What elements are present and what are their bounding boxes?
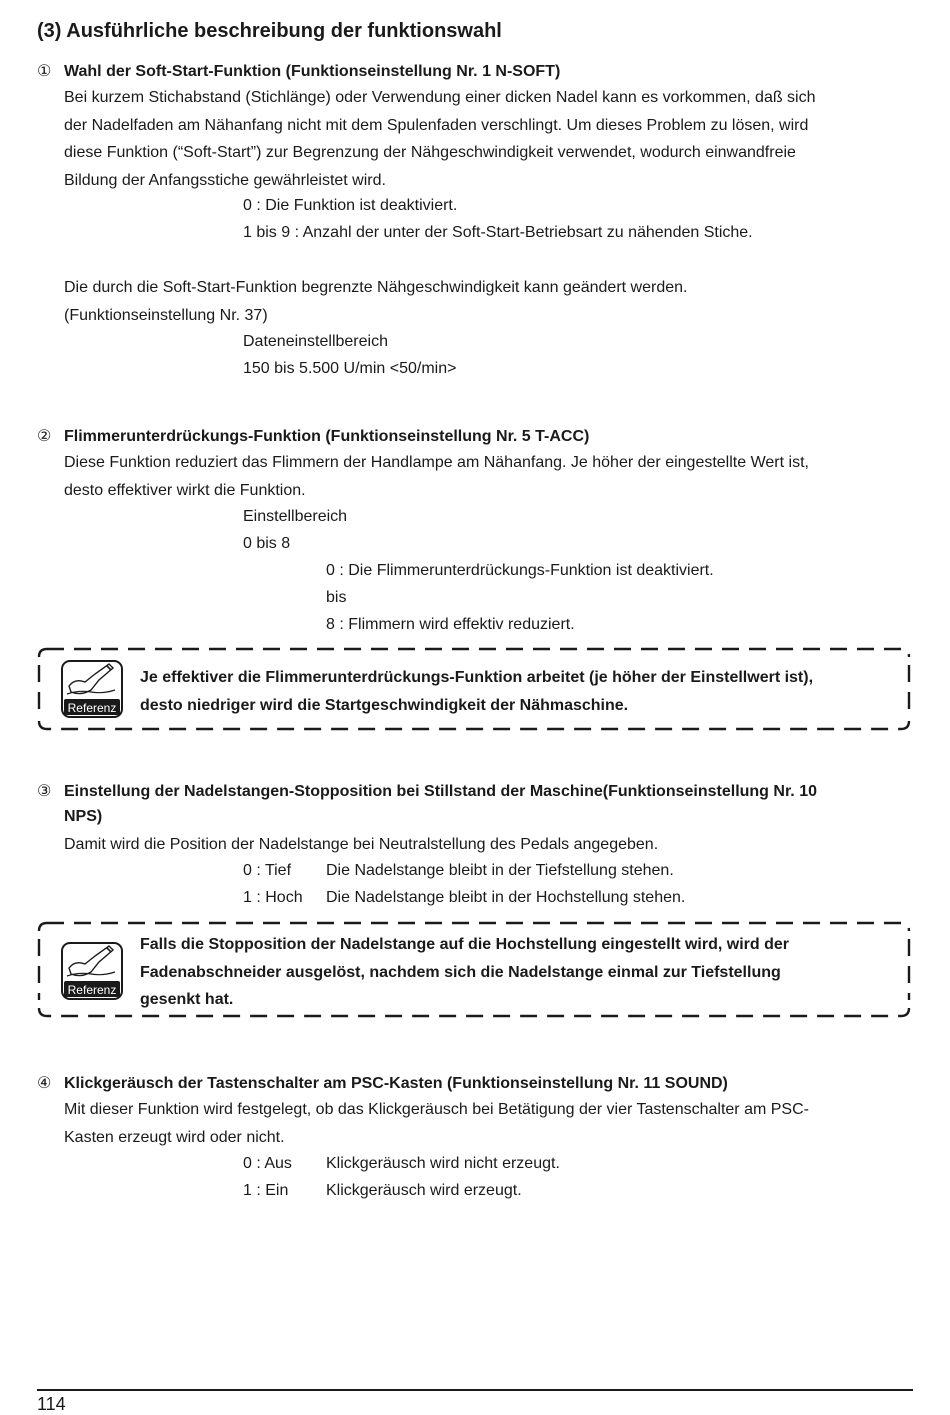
section-1-body-line-2: der Nadelfaden am Nähanfang nicht mit dem Spulenfaden verschlingt. Um dieses Problem zu lösen, wird bbox=[64, 116, 809, 134]
section-1-heading-text: Wahl der Soft-Start-Funktion (Funktionseinstellung Nr. 1 N-SOFT) bbox=[64, 63, 561, 80]
section-2-sub-line-3: 8 : Flimmern wird effektiv reduziert. bbox=[326, 616, 575, 633]
section-4-body-line-1: Mit dieser Funktion wird festgelegt, ob das Klickgeräusch bei Betätigung der vier Tastenschalter am PSC- bbox=[64, 1101, 809, 1118]
section-1-body-line-1: Bei kurzem Stichabstand (Stichlänge) oder Verwendung einer dicken Nadel kann es vorkommen, daß sich bbox=[64, 89, 816, 106]
section-1-number: ① bbox=[37, 63, 52, 80]
section-2-heading bbox=[37, 426, 589, 446]
page-number: 114 bbox=[37, 1394, 66, 1414]
reference-label-2: Referenz bbox=[67, 983, 117, 997]
section-4-option-0-code: 0 : Aus bbox=[243, 1155, 292, 1172]
section-3-body-line-1: Damit wird die Position der Nadelstange bei Neutralstellung des Pedals angegeben. bbox=[64, 836, 659, 853]
section-3-option-1-text: Die Nadelstange bleibt in der Hochstellung stehen. bbox=[326, 889, 686, 906]
section-2-body-line-2: desto effektiver wirkt die Funktion. bbox=[64, 481, 306, 499]
section-2-range-value: 0 bis 8 bbox=[243, 535, 291, 552]
section-1-extra-line-2: (Funktionseinstellung Nr. 37) bbox=[64, 306, 268, 324]
section-4-heading-text: Klickgeräusch der Tastenschalter am PSC-Kasten (Funktionseinstellung Nr. 11 SOUND) bbox=[64, 1075, 728, 1092]
section-2-heading-text: Flimmerunterdrückungs-Funktion (Funktionseinstellung Nr. 5 T-ACC) bbox=[64, 428, 590, 445]
section-title: (3) Ausführliche beschreibung der funktionswahl bbox=[37, 20, 502, 42]
section-4-number: ④ bbox=[37, 1075, 52, 1092]
section-1-body-line-4: Bildung der Anfangsstiche gewährleistet wird. bbox=[64, 171, 386, 189]
reference-2-line-1: Falls die Stopposition der Nadelstange auf die Hochstellung eingestellt wird, wird der bbox=[140, 936, 789, 953]
section-4-option-0-text: Klickgeräusch wird nicht erzeugt. bbox=[326, 1155, 560, 1172]
footer-rule bbox=[37, 1389, 913, 1391]
reference-label-1: Referenz bbox=[67, 701, 117, 715]
section-2-body-line-1: Diese Funktion reduziert das Flimmern der Handlampe am Nähanfang. Je höher der eingestellte Wert ist, bbox=[64, 454, 809, 471]
reference-1-line-1: Je effektiver die Flimmerunterdrückungs-Funktion arbeitet (je höher der Einstellwert ist), bbox=[140, 669, 814, 686]
section-1-range-value: 150 bis 5.500 U/min <50/min> bbox=[243, 360, 457, 377]
section-3-heading-line-2: NPS) bbox=[64, 808, 103, 825]
section-3-heading bbox=[37, 781, 817, 801]
section-3-heading-line-1: Einstellung der Nadelstangen-Stopposition bei Stillstand der Maschine(Funktionseinstellung Nr. 10 bbox=[64, 783, 817, 800]
section-4-heading bbox=[37, 1073, 728, 1093]
section-3-number: ③ bbox=[37, 783, 52, 800]
section-2-sub-line-1: 0 : Die Flimmerunterdrückungs-Funktion ist deaktiviert. bbox=[326, 562, 714, 579]
section-4-option-1-text: Klickgeräusch wird erzeugt. bbox=[326, 1182, 522, 1199]
section-1-setting-1-9: 1 bis 9 : Anzahl der unter der Soft-Start-Betriebsart zu nähenden Stiche. bbox=[243, 224, 753, 241]
section-2-range-label: Einstellbereich bbox=[243, 508, 348, 525]
reference-1-line-2: desto niedriger wird die Startgeschwindigkeit der Nähmaschine. bbox=[140, 696, 629, 714]
section-3-option-1-code: 1 : Hoch bbox=[243, 889, 303, 906]
section-2-sub-line-2: bis bbox=[326, 589, 347, 606]
section-1-heading bbox=[37, 61, 560, 81]
reference-2-line-3: gesenkt hat. bbox=[140, 991, 234, 1008]
section-2-number: ② bbox=[37, 428, 52, 445]
section-3-option-0-code: 0 : Tief bbox=[243, 862, 292, 879]
section-4-body-line-2: Kasten erzeugt wird oder nicht. bbox=[64, 1128, 285, 1146]
section-1-body-line-3: diese Funktion (“Soft-Start”) zur Begrenzung der Nähgeschwindigkeit verwendet, wodurch einwandfreie bbox=[64, 144, 796, 161]
section-1-range-label: Dateneinstellbereich bbox=[243, 333, 388, 350]
reference-2-line-2: Fadenabschneider ausgelöst, nachdem sich die Nadelstange einmal zur Tiefstellung bbox=[140, 963, 781, 981]
section-1-setting-0: 0 : Die Funktion ist deaktiviert. bbox=[243, 197, 458, 214]
reference-box-2 bbox=[37, 921, 911, 1018]
section-1-extra-line-1: Die durch die Soft-Start-Funktion begrenzte Nähgeschwindigkeit kann geändert werden. bbox=[64, 279, 688, 296]
reference-box-1 bbox=[37, 647, 911, 731]
section-4-option-1-code: 1 : Ein bbox=[243, 1182, 289, 1199]
section-3-option-0-text: Die Nadelstange bleibt in der Tiefstellung stehen. bbox=[326, 862, 674, 879]
